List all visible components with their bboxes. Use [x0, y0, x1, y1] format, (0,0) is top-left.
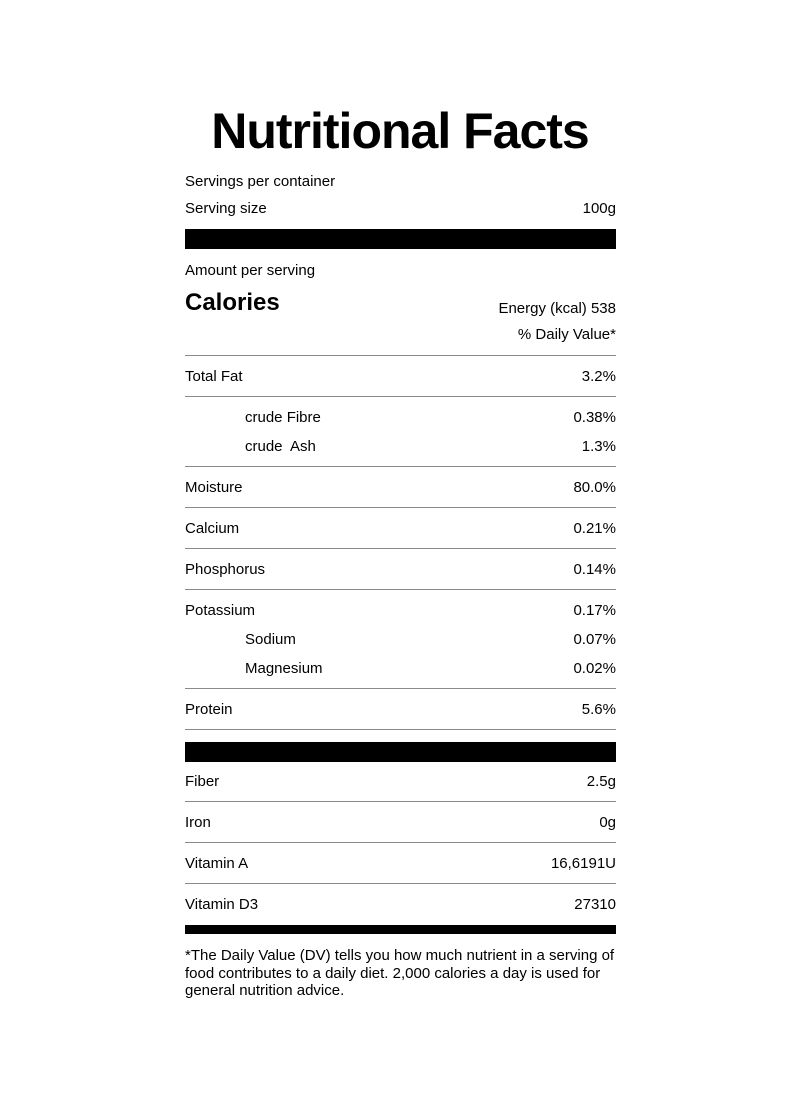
nutrient-label: Iron	[185, 814, 211, 831]
amount-per-serving-row	[185, 259, 616, 283]
divider	[185, 507, 616, 508]
daily-value-footnote: *The Daily Value (DV) tells you how much nutrient in a serving of food contributes to a daily diet. 2,000 calories a day is used for general nutrition advice.	[185, 947, 615, 999]
nutrient-label: Total Fat	[185, 368, 243, 385]
nutrient-row-moisture	[185, 476, 616, 500]
nutrient-label: Magnesium	[245, 660, 323, 677]
divider	[185, 355, 616, 356]
nutrient-row-sodium	[185, 628, 616, 652]
nutrient-value: 0.14%	[573, 561, 616, 578]
divider	[185, 688, 616, 689]
nutrient-label: Vitamin A	[185, 855, 249, 872]
nutrient-label: Moisture	[185, 479, 243, 496]
divider	[185, 548, 616, 549]
serving-size-row	[185, 197, 616, 221]
nutrient-value: 16,6191U	[550, 855, 616, 872]
nutrient-value: 0g	[599, 814, 616, 831]
nutrient-row-calcium	[185, 517, 616, 541]
divider	[185, 589, 616, 590]
divider	[185, 842, 616, 843]
nutrient-row-phosphorus	[185, 558, 616, 582]
nutrient-value: 0.17%	[573, 602, 616, 619]
nutrient-row-vitamin-d3	[185, 893, 616, 917]
nutrient-row-total-fat	[185, 365, 616, 389]
page-title: Nutritional Facts	[211, 103, 589, 159]
divider	[185, 729, 616, 730]
nutrient-label: Phosphorus	[185, 561, 266, 578]
nutrient-label: Vitamin D3	[185, 896, 259, 913]
nutrient-value: 80.0%	[573, 479, 616, 496]
nutrient-row-magnesium	[185, 657, 616, 681]
serving-size-label: Serving size	[185, 200, 267, 217]
nutrient-row-fiber	[185, 770, 616, 794]
nutrient-value: 5.6%	[581, 701, 616, 718]
nutrient-label: Protein	[185, 701, 233, 718]
divider	[185, 466, 616, 467]
amount-per-serving-label: Amount per serving	[185, 262, 316, 279]
thick-divider	[185, 742, 616, 762]
nutrient-row-crude-fibre	[185, 406, 616, 430]
nutrient-value: 1.3%	[581, 438, 616, 455]
nutrient-label: crude Ash	[245, 438, 316, 455]
nutrient-value: 0.07%	[573, 631, 616, 648]
divider	[185, 801, 616, 802]
nutrient-value: 0.38%	[573, 409, 616, 426]
daily-value-header: % Daily Value*	[517, 326, 616, 343]
nutrient-value: 3.2%	[581, 368, 616, 385]
nutrient-label: Sodium	[245, 631, 296, 648]
divider	[185, 396, 616, 397]
bottom-divider	[185, 925, 616, 934]
nutrient-label: Potassium	[185, 602, 256, 619]
serving-size-value: 100g	[582, 200, 616, 217]
servings-per-container-label: Servings per container	[185, 173, 336, 190]
nutrient-label: Calcium	[185, 520, 240, 537]
thick-divider	[185, 229, 616, 249]
nutrient-value: 27310	[574, 896, 616, 913]
nutrient-row-vitamin-a	[185, 852, 616, 876]
nutrient-value: 0.21%	[573, 520, 616, 537]
nutrient-row-iron	[185, 811, 616, 835]
nutrient-row-crude-ash	[185, 435, 616, 459]
nutrient-label: crude Fibre	[245, 409, 321, 426]
nutrient-row-protein	[185, 698, 616, 722]
nutrient-value: 2.5g	[586, 773, 616, 790]
nutrient-row-potassium	[185, 599, 616, 623]
calories-heading: Calories	[185, 289, 280, 316]
nutrient-value: 0.02%	[573, 660, 616, 677]
servings-per-container-row	[185, 170, 616, 194]
energy-value: Energy (kcal) 538	[498, 300, 616, 317]
nutrient-label: Fiber	[185, 773, 220, 790]
divider	[185, 883, 616, 884]
